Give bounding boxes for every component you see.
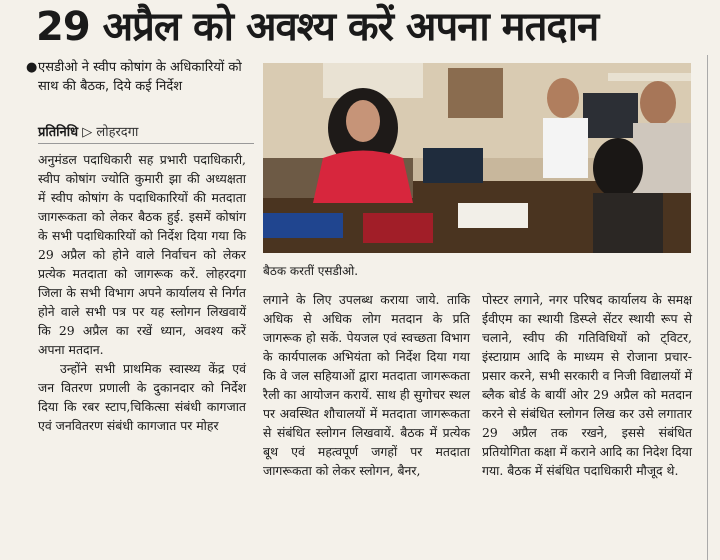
article-column-2 (263, 290, 470, 480)
byline-place: लोहरदगा (96, 125, 139, 140)
meeting-photo-illustration (263, 63, 691, 253)
byline-divider (38, 143, 254, 144)
photo-caption: बैठक करतीं एसडीओ. (263, 264, 359, 278)
article-column-3 (482, 290, 692, 480)
article-column-1 (38, 150, 246, 435)
paragraph: अनुमंडल पदाधिकारी सह प्रभारी पदाधिकारी, स्वीप कोषांग ज्योति कुमारी झा की अध्यक्षता में स्वीप कोषांग के पदाधिकारियों की मतदाता जागरूकता को लेकर बैठक हुई. इसमें कोषांग के सभी पदाधिकारियों को निर्देश दिया गया कि 29 अप्रैल को होने वाले निर्वाचन को लेकर प्रत्येक मतदाता को जागरूक करें. लोहरदगा जिला के सभी विभाग अपने कार्यालय से निर्गत होने वाले सभी पत्र पर यह स्लोगन लिखवायें कि 29 अप्रैल का रखें ध्यान, अवश्य करें अपना मतदान. (38, 152, 246, 357)
bullet-icon: ● (26, 60, 38, 75)
byline-label: प्रतिनिधि (38, 125, 79, 140)
paragraph: उन्होंने सभी प्राथमिक स्वास्थ्य केंद्र एवं जन वितरण प्रणाली के दुकानदार को निर्देश दिया कि रबर स्टाप,चिकित्सा संबंधी कागजात एवं जनवितरण संबंधी कागजात पर मोहर (38, 361, 246, 433)
paragraph: लगाने के लिए उपलब्ध कराया जाये. ताकि अधिक से अधिक लोग मतदान के प्रति जागरूक हो सकें. पेयजल एवं स्वच्छता विभाग के कार्यपालक अभियंता को निर्देश दिया गया कि वे जल सहियाओं द्वारा मतदाता जागरूकता रैली का आयोजन करायें. साथ ही सुगोचर स्थल पर अवस्थित शौचालयों में मतदाता जागरूकता से संबंधित स्लोगन लिखवायें. बैठक में प्रत्येक बूथ एवं महत्वपूर्ण जगहों पर मतदाता जागरूकता को लेकर स्लोगन, बैनर, (263, 292, 470, 478)
byline (38, 122, 138, 140)
meeting-photo (263, 63, 691, 253)
headline: 29 अप्रैल को अवश्य करें अपना मतदान (36, 4, 599, 50)
sub-headline (26, 58, 253, 96)
sub-headline-text: एसडीओ ने स्वीप कोषांग के अधिकारियों को साथ की बैठक, दिये कई निर्देश (38, 60, 242, 94)
column-divider (707, 55, 708, 560)
adjacent-article-edge (709, 55, 720, 560)
paragraph: पोस्टर लगाने, नगर परिषद कार्यालय के समक्ष ईवीएम का स्थायी डिस्प्ले सेंटर स्थायी रूप से चलाने, स्वीप की गतिविधियों को ट्विटर, इंस्टाग्राम आदि के माध्यम से रोजाना प्रचार-प्रसार करने, सभी सरकारी व निजी विद्यालयों में ब्लैक बोर्ड के बायीं ओर 29 अप्रैल को मतदान करने से संबंधित स्लोगन लिख कर उसे लगातार 29 अप्रैल तक रखने, इससे संबंधित प्रतियोगिता कक्षा में कराने आदि का निदेश दिया गया. बैठक में संबंधित पदाधिकारी मौजूद थे. (482, 292, 692, 478)
byline-arrow-icon: ▷ (82, 125, 93, 140)
